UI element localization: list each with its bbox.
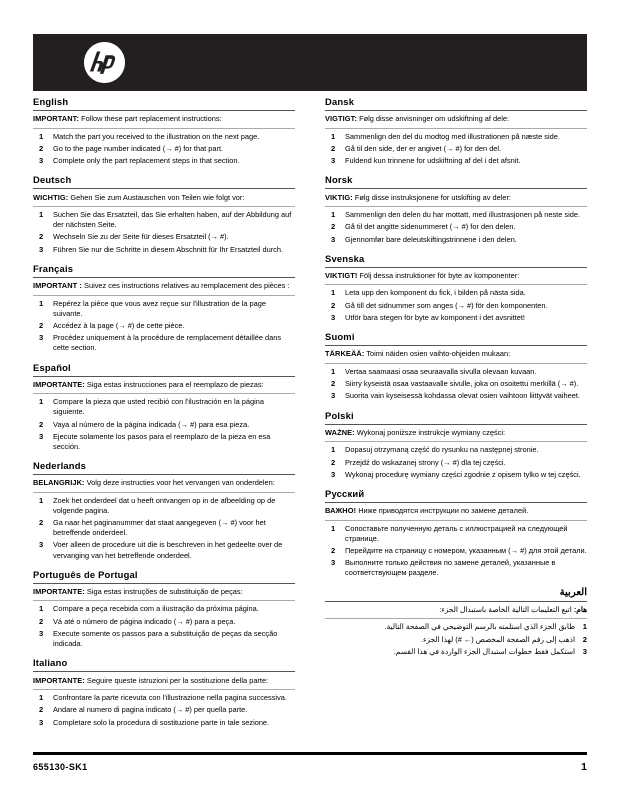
step-list: [33, 129, 295, 174]
footer-row: [33, 755, 587, 773]
important-note: [325, 503, 587, 520]
step-text: Gå til det angitte sidenummeret (→ #) for den delen.: [345, 222, 516, 232]
step-list: [33, 493, 295, 568]
language-block-deutsch: [33, 174, 295, 262]
step-item: [33, 321, 295, 333]
important-note: [33, 475, 295, 492]
step-list: [33, 601, 295, 656]
important-label: BELANGRIJK:: [33, 478, 85, 488]
step-number: 1: [39, 604, 44, 614]
step-number: 1: [39, 495, 44, 505]
important-text: Suivez ces instructions relatives au remplacement des pièces :: [82, 281, 290, 291]
step-item: [33, 420, 295, 432]
step-text: Vertaa saamaasi osaa seuraavalla sivulla olevaan kuvaan.: [345, 366, 537, 376]
language-columns: [33, 96, 587, 736]
step-number: 1: [331, 366, 336, 376]
step-number: 3: [39, 333, 44, 343]
step-number: 1: [39, 692, 44, 702]
step-number: 1: [582, 622, 587, 632]
step-number: 2: [39, 232, 44, 242]
step-text: Wechseln Sie zu der Seite für dieses Ersatzteil (→ #).: [53, 232, 229, 242]
step-number: 1: [331, 523, 336, 533]
step-item: [325, 635, 587, 647]
language-heading: Español: [33, 361, 71, 373]
step-text: Compare la pieza que usted recibió con l'ilustración en la página siguiente.: [53, 397, 264, 417]
important-label: IMPORTANTE:: [33, 587, 85, 597]
important-label: IMPORTANT:: [33, 114, 80, 124]
step-item: [33, 496, 295, 518]
important-text: اتبع التعليمات التالية الخاصة باستبدال الجزء:: [439, 604, 574, 614]
step-number: 1: [39, 298, 44, 308]
step-text: Vá até o número de página indicado (→ #) para a peça.: [53, 616, 236, 626]
important-text: Wykonaj poniższe instrukcje wymiany części:: [354, 427, 506, 437]
step-number: 1: [331, 445, 336, 455]
step-number: 2: [582, 634, 587, 644]
step-number: 3: [331, 156, 336, 166]
important-text: Follow these part replacement instructions:: [79, 114, 222, 124]
step-item: [325, 210, 587, 222]
step-text: Vaya al número de la página indicada (→ #) para esa pieza.: [53, 419, 250, 429]
step-text: Zoek het onderdeel dat u heeft ontvangen op in de afbeelding op de volgende pagina.: [53, 495, 276, 515]
language-block-suomi: [325, 331, 587, 408]
language-heading: Suomi: [325, 331, 355, 343]
header-banner: [33, 34, 587, 91]
step-number: 3: [39, 629, 44, 638]
step-list: [33, 296, 295, 361]
step-item: [325, 546, 587, 558]
step-text: Completare solo la procedura di sostituzione parte in tale sezione.: [53, 717, 270, 727]
step-item: [33, 617, 295, 629]
step-number: 3: [39, 431, 44, 441]
step-list: [33, 690, 295, 735]
language-block-dansk: [325, 96, 587, 173]
step-text: Siirry kyseistä osaa vastaavalle sivulle, joka on osoitettu merkillä (→ #).: [345, 379, 579, 389]
step-item: [325, 458, 587, 470]
important-note: [325, 425, 587, 442]
step-list: [325, 442, 587, 487]
step-text: Execute somente os passos para a substituição de peças da secção indicada.: [53, 629, 278, 649]
step-item: [33, 397, 295, 419]
step-number: 3: [39, 244, 44, 254]
language-block-português-de-portugal: [33, 569, 295, 657]
step-item: [33, 432, 295, 454]
step-text: Andare al numero di pagina indicato (→ #) per quella parte.: [53, 705, 248, 715]
important-text: Toimi näiden osien vaihto-ohjeiden mukaan:: [364, 349, 511, 359]
step-list: [325, 129, 587, 174]
step-text: Führen Sie nur die Schritte in diesem Abschnitt für Ihr Ersatzteil durch.: [53, 244, 284, 254]
step-item: [325, 445, 587, 457]
language-block-العربية: [325, 587, 587, 664]
step-item: [325, 647, 587, 659]
language-heading: Norsk: [325, 174, 353, 186]
step-number: 1: [39, 397, 44, 407]
step-text: Ga naar het paginanummer dat staat aangegeven (→ #) voor het betreffende onderdeel.: [53, 518, 266, 538]
step-item: [33, 144, 295, 156]
important-label: VIKTIGT!: [325, 271, 358, 281]
step-text: Utför bara stegen för byte av komponent i det avsnittet!: [345, 312, 525, 322]
important-label: هام:: [573, 604, 587, 614]
step-text: Compare a peça recebida com a ilustração da próxima página.: [53, 604, 259, 614]
step-number: 3: [331, 234, 336, 244]
step-item: [33, 210, 295, 232]
important-text: Følg disse anvisninger om udskiftning af dele:: [357, 114, 510, 124]
step-list: [33, 207, 295, 262]
step-number: 3: [331, 558, 336, 568]
important-label: VIKTIG:: [325, 192, 353, 202]
step-number: 2: [331, 379, 336, 389]
important-label: IMPORTANTE:: [33, 675, 85, 685]
step-number: 1: [331, 131, 336, 141]
language-heading: Dansk: [325, 96, 355, 107]
step-item: [325, 470, 587, 482]
step-text: Выполните только действия по замене деталей, указанные в соответствующем разделе.: [345, 558, 556, 578]
step-text: Go to the page number indicated (→ #) for that part.: [53, 143, 224, 153]
step-text: Ejecute solamente los pasos para el reemplazo de la pieza en esa sección.: [53, 431, 271, 451]
important-text: Följ dessa instruktioner för byte av komponenter:: [357, 271, 520, 281]
step-number: 1: [331, 288, 336, 298]
step-text: Dopasuj otrzymaną część do rysunku na następnej stronie.: [345, 445, 539, 455]
step-item: [325, 222, 587, 234]
step-item: [325, 313, 587, 325]
step-item: [325, 391, 587, 403]
language-block-norsk: [325, 174, 587, 251]
step-number: 3: [331, 312, 336, 322]
important-label: ВАЖНО!: [325, 506, 357, 516]
language-heading: English: [33, 96, 69, 107]
step-item: [33, 232, 295, 244]
step-list: [325, 285, 587, 330]
language-block-italiano: [33, 657, 295, 734]
language-block-русский: [325, 488, 587, 586]
step-item: [325, 301, 587, 313]
right-column: [325, 96, 587, 665]
step-list: [325, 207, 587, 252]
step-item: [33, 333, 295, 355]
important-text: Seguire queste istruzioni per la sostituzione della parte:: [84, 675, 269, 685]
important-note: [33, 584, 295, 601]
step-item: [33, 299, 295, 321]
step-text: Gjennomfør bare deleutskiftingstrinnene i den delen.: [345, 234, 517, 244]
step-number: 3: [331, 391, 336, 401]
language-heading: Svenska: [325, 252, 365, 264]
step-text: Accédez à la page (→ #) de cette pièce.: [53, 320, 185, 330]
step-number: 3: [39, 540, 44, 550]
language-block-nederlands: [33, 460, 295, 568]
step-text: Complete only the part replacement steps in that section.: [53, 156, 240, 166]
step-number: 2: [331, 222, 336, 232]
step-text: Gå till det sidnummer som anges (→ #) för den komponenten.: [345, 300, 548, 310]
step-text: Voer alleen de procedure uit die is beschreven in het gedeelte over de vervanging van het betreffende onderdeel.: [53, 540, 283, 560]
language-block-polski: [325, 410, 587, 487]
step-number: 1: [39, 210, 44, 219]
language-heading: Nederlands: [33, 460, 87, 472]
important-note: [33, 278, 295, 295]
step-item: [325, 524, 587, 546]
language-block-español: [33, 362, 295, 460]
step-item: [33, 518, 295, 540]
step-text: Suchen Sie das Ersatzteil, das Sie erhalten haben, auf der Abbildung auf der nächsten Seite.: [53, 210, 292, 230]
step-text: Сопоставьте полученную деталь с иллюстрацией на следующей странице.: [345, 523, 568, 543]
step-text: Wykonaj procedurę wymiany części zgodnie z opisem tylko w tej części.: [345, 469, 581, 479]
step-number: 3: [39, 717, 44, 727]
language-heading: Italiano: [33, 657, 68, 669]
language-heading: Français: [33, 262, 74, 274]
step-item: [325, 156, 587, 168]
step-number: 2: [39, 616, 44, 626]
important-label: TÄRKEÄÄ:: [325, 349, 365, 359]
step-item: [33, 540, 295, 562]
step-text: Confrontare la parte ricevuta con l'illustrazione nella pagina successiva.: [53, 692, 287, 702]
step-list: [325, 364, 587, 409]
step-text: Procédez uniquement à la procédure de remplacement détaillée dans cette section.: [53, 333, 282, 353]
important-text: Volg deze instructies voor het vervangen van onderdelen:: [84, 478, 275, 488]
step-number: 3: [39, 156, 44, 166]
step-item: [33, 156, 295, 168]
important-note: [325, 268, 587, 285]
step-item: [325, 379, 587, 391]
step-text: Repérez la pièce que vous avez reçue sur l'illustration de la page suivante.: [53, 298, 266, 318]
step-number: 2: [39, 320, 44, 330]
step-item: [325, 558, 587, 580]
part-number: 655130-SK1: [33, 761, 88, 772]
step-number: 3: [582, 646, 587, 656]
step-text: Sammenlign den delen du har mottatt, med illustrasjonen på neste side.: [345, 210, 580, 219]
language-heading: Deutsch: [33, 174, 72, 186]
step-text: Przejdź do wskazanej strony (→ #) dla tej części.: [345, 457, 506, 467]
step-text: Sammenlign den del du modtog med illustrationen på næste side.: [345, 131, 560, 141]
step-item: [33, 245, 295, 257]
step-text: Suorita vain kyseisessä kohdassa olevat osien vaihtoon liittyvät vaiheet.: [345, 391, 580, 401]
step-number: 1: [331, 210, 336, 219]
step-item: [33, 604, 295, 616]
step-item: [33, 705, 295, 717]
step-list: [325, 521, 587, 586]
left-column: [33, 96, 295, 736]
step-number: 1: [39, 131, 44, 141]
step-list: [325, 619, 587, 664]
page-number: 1: [581, 760, 587, 773]
step-text: Match the part you received to the illustration on the next page.: [53, 131, 260, 141]
step-item: [325, 132, 587, 144]
step-item: [325, 367, 587, 379]
language-heading: Português de Portugal: [33, 568, 138, 580]
important-text: Følg disse instruksjonene for utskifting av deler:: [352, 192, 511, 202]
important-text: Siga estas instruções de substituição de peças:: [84, 587, 243, 597]
language-block-svenska: [325, 253, 587, 330]
important-note: [325, 602, 587, 619]
important-label: IMPORTANTE:: [33, 379, 85, 389]
step-text: استكمل فقط خطوات استبدال الجزء الواردة في هذا القسم.: [393, 646, 575, 656]
step-item: [33, 718, 295, 730]
step-number: 3: [331, 469, 336, 479]
step-text: Leta upp den komponent du fick, i bilden på nästa sida.: [345, 288, 526, 298]
language-heading: Русский: [325, 488, 365, 500]
important-text: Siga estas instrucciones para el reemplazo de piezas:: [84, 379, 264, 389]
step-number: 2: [331, 143, 336, 153]
step-number: 2: [39, 705, 44, 715]
step-number: 2: [331, 457, 336, 467]
important-note: [325, 189, 587, 206]
language-block-english: [33, 96, 295, 173]
step-item: [33, 132, 295, 144]
important-note: [33, 672, 295, 689]
language-heading: Polski: [325, 409, 354, 421]
important-label: VIGTIGT:: [325, 114, 358, 124]
step-item: [33, 629, 295, 651]
step-text: طابق الجزء الذي استلمته بالرسم التوضيحي في الصفحة التالية.: [384, 622, 575, 632]
step-number: 2: [39, 143, 44, 153]
step-item: [325, 622, 587, 634]
step-number: 2: [331, 546, 336, 556]
step-item: [325, 235, 587, 247]
important-text: Ниже приводятся инструкции по замене деталей.: [356, 506, 529, 516]
step-item: [33, 693, 295, 705]
step-number: 2: [39, 419, 44, 429]
step-item: [325, 288, 587, 300]
language-block-français: [33, 263, 295, 361]
page-footer: [33, 752, 587, 773]
hp-logo-icon: [84, 42, 125, 83]
step-number: 2: [39, 518, 44, 528]
important-label: IMPORTANT :: [33, 281, 82, 291]
step-text: اذهب إلى رقم الصفحة المخصص (← #) لهذا الجزء.: [420, 634, 575, 644]
language-heading: العربية: [559, 586, 587, 598]
important-label: WICHTIG:: [33, 192, 69, 202]
important-note: [33, 377, 295, 394]
important-note: [325, 346, 587, 363]
step-number: 2: [331, 300, 336, 310]
important-note: [33, 111, 295, 128]
step-text: Fuldend kun trinnene for udskiftning af del i det afsnit.: [345, 156, 521, 166]
step-list: [33, 394, 295, 459]
important-text: Gehen Sie zum Austauschen von Teilen wie folgt vor:: [68, 192, 245, 202]
step-text: Gå til den side, der er angivet (→ #) for den del.: [345, 143, 502, 153]
important-note: [325, 111, 587, 128]
step-item: [325, 144, 587, 156]
important-note: [33, 189, 295, 206]
important-label: WAŻNE:: [325, 427, 355, 437]
step-text: Перейдите на страницу с номером, указанным (→ #) для этой детали.: [345, 546, 587, 556]
